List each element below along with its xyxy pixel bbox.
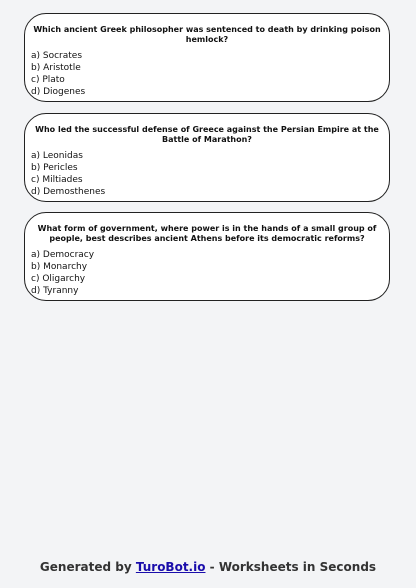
answer-option-b: b) Pericles bbox=[31, 163, 78, 173]
question-card-1 bbox=[24, 13, 390, 102]
footer bbox=[0, 560, 416, 574]
answer-option-c: c) Oligarchy bbox=[31, 274, 86, 284]
answer-option-a: a) Leonidas bbox=[31, 151, 83, 161]
question-text: Which ancient Greek philosopher was sentenced to death by drinking poison hemlock? bbox=[33, 25, 381, 44]
answer-option-d: d) Demosthenes bbox=[31, 187, 106, 197]
question-text: Who led the successful defense of Greece against the Persian Empire at the Battle of Marathon? bbox=[35, 125, 379, 144]
footer-suffix: - Worksheets in Seconds bbox=[209, 560, 377, 574]
question-card-3 bbox=[24, 212, 390, 301]
footer-prefix: Generated by bbox=[39, 560, 132, 574]
answer-option-c: c) Miltiades bbox=[31, 175, 83, 185]
answer-option-d: d) Diogenes bbox=[31, 87, 86, 97]
answer-option-c: c) Plato bbox=[31, 75, 65, 85]
answer-options bbox=[31, 249, 94, 297]
answer-option-a: a) Socrates bbox=[31, 51, 83, 61]
turobot-link[interactable]: TuroBot.io bbox=[135, 560, 206, 574]
answer-option-a: a) Democracy bbox=[31, 250, 95, 260]
answer-option-b: b) Aristotle bbox=[31, 63, 81, 73]
answer-option-d: d) Tyranny bbox=[31, 286, 79, 296]
question-card-2 bbox=[24, 113, 390, 202]
answer-options bbox=[31, 150, 105, 198]
answer-options bbox=[31, 50, 85, 98]
answer-option-b: b) Monarchy bbox=[31, 262, 88, 272]
question-text: What form of government, where power is in the hands of a small group of people, best describes ancient Athens before its democratic reforms? bbox=[37, 224, 377, 243]
